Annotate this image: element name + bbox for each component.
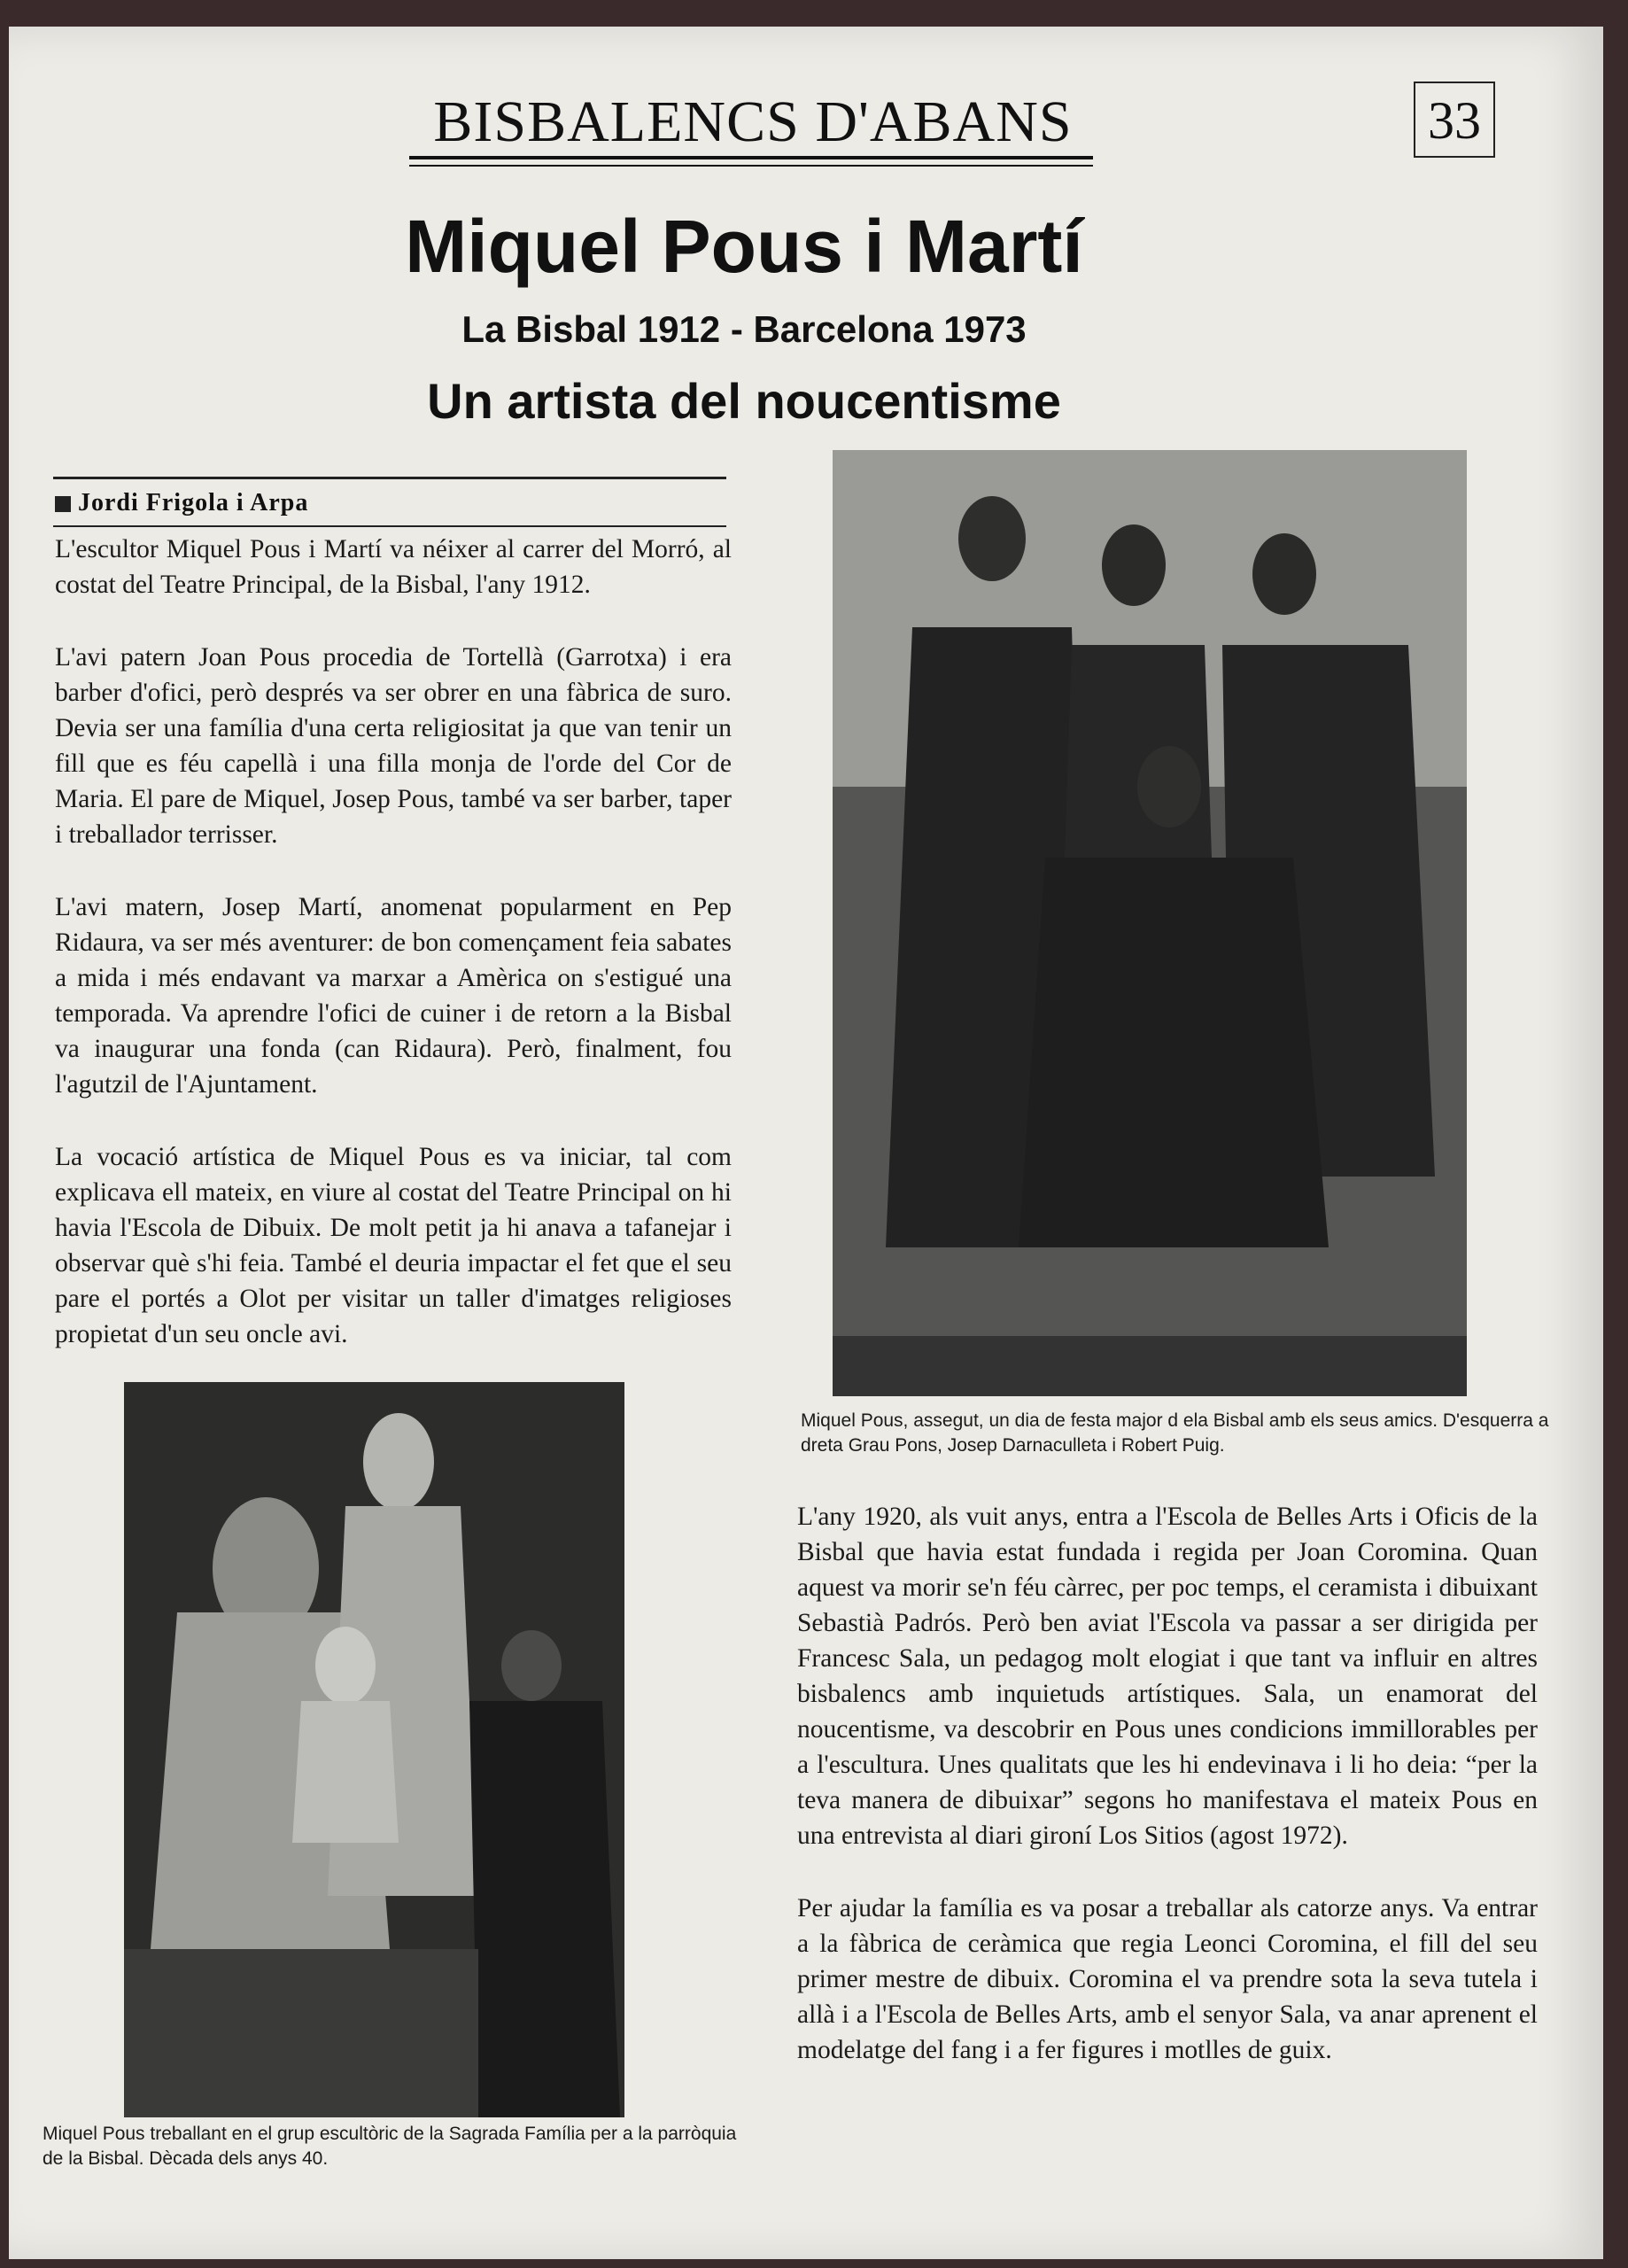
- photo-group-portrait: [833, 450, 1467, 1396]
- paragraph: L'any 1920, als vuit anys, entra a l'Escola de Belles Arts i Oficis de la Bisbal que havia estat fundada i regida per Joan Coromina. Quan aquest va morir se'n féu càrrec, per poc temps, el ceramista i dibuixant Sebastià Padrós. Però ben aviat l'Escola va passar a ser dirigida per Francesc Sala, un pedagog molt elogiat i que tant va influir en altres bisbalencs amb inquietuds artístiques. Sala, un enamorat del noucentisme, va descobrir en Pous unes condicions immillorables per a l'escultura. Unes qualitats que les hi endevinava i li ho deia: “per la teva manera de dibuixar” segons ho manifestava el mateix Pous en una entrevista al diari gironí Los Sitios (agost 1972).: [797, 1503, 1538, 1850]
- author-name: Jordi Frigola i Arpa: [78, 489, 309, 517]
- sculptor-image: [124, 1382, 624, 2117]
- paragraph: La vocació artística de Miquel Pous es va iniciar, tal com explicava ell mateix, en viure al costat del Teatre Principal on hi havia l'Escola de Dibuix. De molt petit ja hi anava a tafanejar i observar què s'hi feia. També el deuria impactar el fet que el seu pare el portés a Olot per visitar un taller d'imatges religioses propietat d'un seu oncle avi.: [55, 1143, 732, 1348]
- article-subtitle: La Bisbal 1912 - Barcelona 1973: [461, 308, 1027, 350]
- header-rule-thin: [409, 165, 1093, 167]
- paragraph: L'avi patern Joan Pous procedia de Tortellà (Garrotxa) i era barber d'ofici, però després va ser obrer en una fàbrica de suro. Devia ser una família d'una certa religiositat ja que van tenir un fill que es féu capellà i una filla monja de l'orde del Cor de Maria. El pare de Miquel, Josep Pous, també va ser barber, taper i treballador terrisser.: [55, 643, 732, 849]
- left-column: [55, 532, 732, 1389]
- section-header: BISBALENCS D'ABANS: [433, 89, 1073, 154]
- caption-top-photo: Miquel Pous, assegut, un dia de festa major d ela Bisbal amb els seus amics. D'esquerra a dreta Grau Pons, Josep Darnaculleta i Robert Puig.: [801, 1410, 1549, 1456]
- byline-square-icon: [55, 496, 71, 512]
- photo-sculptor-working: [124, 1382, 624, 2117]
- author-rule-bottom: [53, 525, 726, 527]
- author-byline: [55, 489, 308, 517]
- paragraph: L'avi matern, Josep Martí, anomenat popularment en Pep Ridaura, va ser més aventurer: de bon començament feia sabates a mida i més endavant va marxar a Amèrica on s'estigué una temporada. Va aprendre l'ofici de cuiner i de retorn a la Bisbal va inaugurar una fonda (can Ridaura). Però, finalment, fou l'agutzil de l'Ajuntament.: [55, 893, 732, 1099]
- page-number: 33: [1414, 82, 1495, 158]
- right-column: [797, 1499, 1538, 2105]
- group-portrait-image: [833, 450, 1467, 1396]
- article-tagline: Un artista del noucentisme: [427, 373, 1061, 429]
- article-title: Miquel Pous i Martí: [405, 205, 1083, 288]
- paragraph: Per ajudar la família es va posar a treballar als catorze anys. Va entrar a la fàbrica de ceràmica que regia Leonci Coromina, el fill del seu primer mestre de dibuix. Coromina el va prendre sota la seva tutela i allà i a l'Escola de Belles Arts, amb el senyor Sala, va anar aprenent el modelatge del fang i a fer figures i motlles de guix.: [797, 1894, 1538, 2064]
- header-rule: [409, 156, 1093, 159]
- magazine-page: [9, 27, 1603, 2259]
- caption-bottom-photo: Miquel Pous treballant en el grup escultòric de la Sagrada Família per a la parròquia de la Bisbal. Dècada dels anys 40.: [43, 2124, 737, 2169]
- author-rule: [53, 477, 726, 479]
- paragraph: L'escultor Miquel Pous i Martí va néixer al carrer del Morró, al costat del Teatre Principal, de la Bisbal, l'any 1912.: [55, 535, 732, 599]
